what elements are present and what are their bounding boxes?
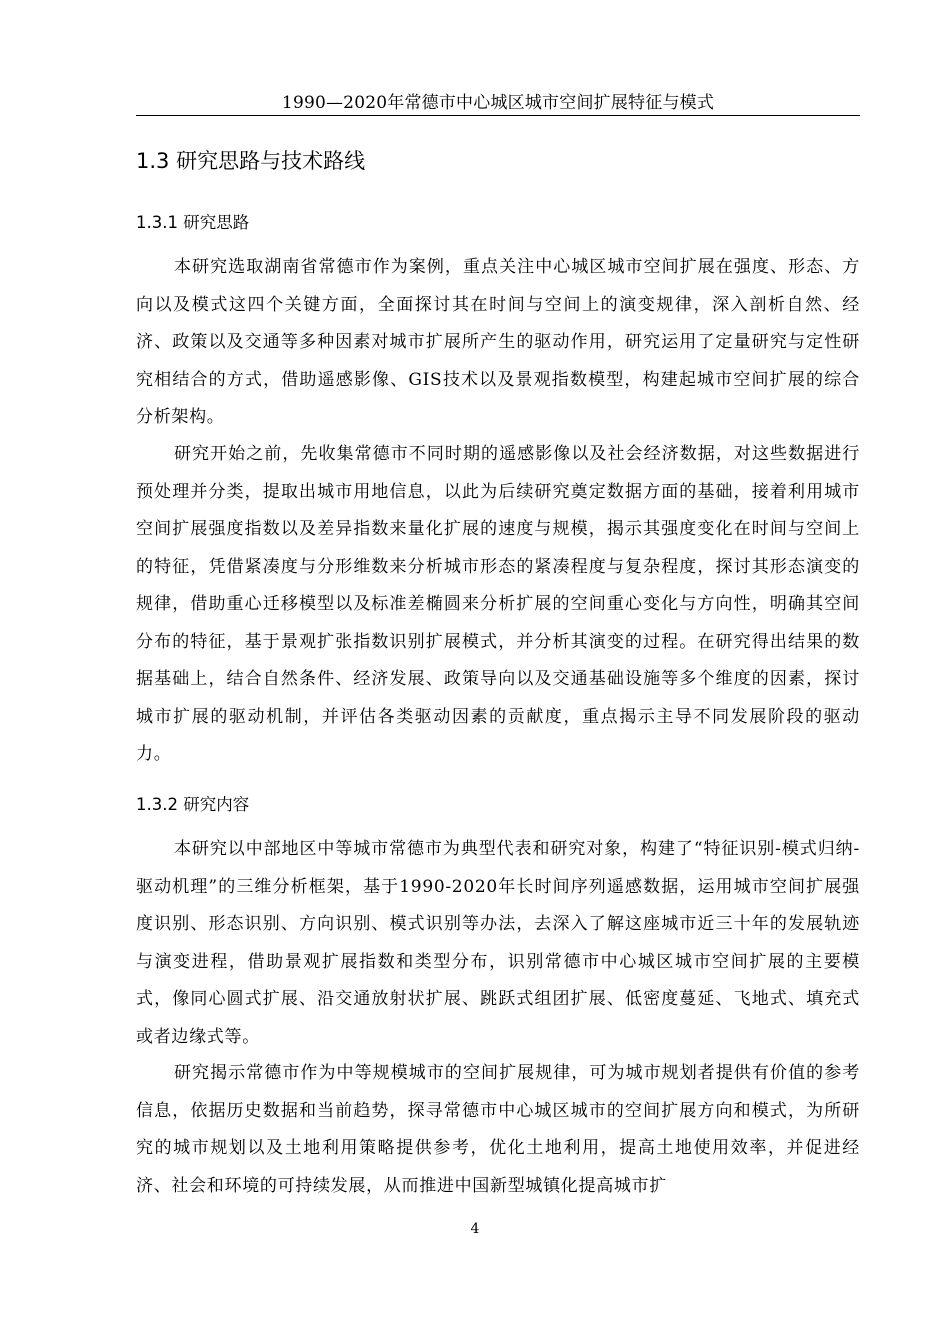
subsection-title-research-approach: 1.3.1 研究思路 [136,213,250,232]
paragraph: 研究开始之前，先收集常德市不同时期的遥感影像以及社会经济数据，对这些数据进行预处理并分类，提取出城市用地信息，以此为后续研究奠定数据方面的基础，接着利用城市空间扩展强度指数以及差异指数来量化扩展的速度与规模，揭示其强度变化在时间与空间上的特征，凭借紧凑度与分形维数来分析城市形态的紧凑程度与复杂程度，探讨其形态演变的规律，借助重心迁移模型以及标准差椭圆来分析扩展的空间重心变化与方向性，明确其空间分布的特征，基于景观扩张指数识别扩展模式，并分析其演变的过程。在研究得出结果的数据基础上，结合自然条件、经济发展、政策导向以及交通基础设施等多个维度的因素，探讨城市扩展的驱动机制，并评估各类驱动因素的贡献度，重点揭示主导不同发展阶段的驱动力。 [136,444,860,764]
paragraph: 研究揭示常德市作为中等规模城市的空间扩展规律，可为城市规划者提供有价值的参考信息，依据历史数据和当前趋势，探寻常德市中心城区城市的空间扩展方向和模式，为所研究的城市规划以及土地利用策略提供参考，优化土地利用，提高土地使用效率，并促进经济、社会和环境的可持续发展，从而推进中国新型城镇化提高城市扩 [136,1063,860,1196]
paragraph: 本研究以中部地区中等城市常德市为典型代表和研究对象，构建了“特征识别-模式归纳-驱动机理”的三维分析框架，基于1990-2020年长时间序列遥感数据，运用城市空间扩展强度识别、形态识别、方向识别、模式识别等办法，去深入了解这座城市近三十年的发展轨迹与演变进程，借助景观扩展指数和类型分布，识别常德市中心城区城市空间扩展的主要模式，像同心圆式扩展、沿交通放射状扩展、跳跃式组团扩展、低密度蔓延、飞地式、填充式或者边缘式等。 [136,839,860,1047]
running-header: 1990—2020年常德市中心城区城市空间扩展特征与模式 [136,92,860,116]
subsection-title-research-content: 1.3.2 研究内容 [136,795,250,814]
section-title: 1.3 研究思路与技术路线 [136,149,366,173]
paragraph: 本研究选取湖南省常德市作为案例，重点关注中心城区城市空间扩展在强度、形态、方向以及模式这四个关键方面，全面探讨其在时间与空间上的演变规律，深入剖析自然、经济、政策以及交通等多种因素对城市扩展所产生的驱动作用，研究运用了定量研究与定性研究相结合的方式，借助遥感影像、GIS技术以及景观指数模型，构建起城市空间扩展的综合分析架构。 [136,257,860,427]
page-number: 4 [470,1221,480,1237]
